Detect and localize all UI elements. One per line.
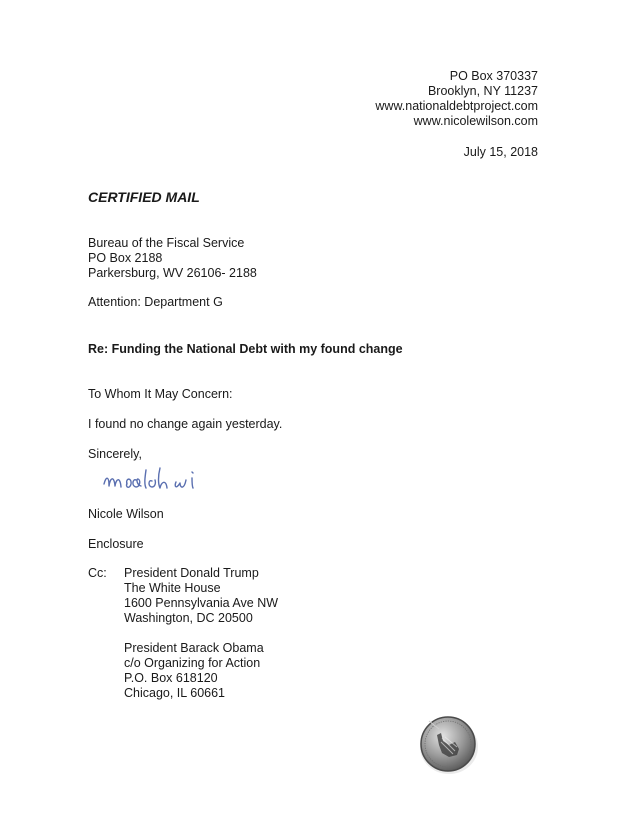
sender-website-national-debt: www.nationaldebtproject.com (375, 99, 538, 113)
cc-recipient-street: 1600 Pennsylvania Ave NW (124, 596, 279, 610)
dime-coin-image (415, 711, 481, 777)
cc-recipient-name: President Donald Trump (124, 566, 259, 580)
sender-po-box: PO Box 370337 (449, 69, 538, 83)
letter-body: I found no change again yesterday. (88, 417, 283, 431)
handwritten-signature (100, 462, 250, 496)
sender-city-state-zip: Brooklyn, NY 11237 (427, 84, 538, 98)
signer-name: Nicole Wilson (88, 507, 164, 521)
cc-recipient-city: Washington, DC 20500 (124, 611, 253, 625)
cc-recipient-trump (124, 566, 278, 626)
recipient-city-state-zip: Parkersburg, WV 26106- 2188 (88, 266, 257, 280)
recipient-address-block (88, 236, 257, 281)
cc-recipient-name: President Barack Obama (124, 641, 264, 655)
salutation: To Whom It May Concern: (88, 387, 233, 401)
cc-recipient-org: c/o Organizing for Action (124, 656, 261, 670)
recipient-name: Bureau of the Fiscal Service (88, 236, 245, 250)
attention-line: Attention: Department G (88, 295, 223, 309)
recipient-po-box: PO Box 2188 (88, 251, 163, 265)
sender-address-block (375, 69, 538, 129)
delivery-method-heading: CERTIFIED MAIL (88, 189, 200, 205)
cc-recipient-city: Chicago, IL 60661 (124, 686, 226, 700)
cc-recipient-obama (124, 641, 264, 701)
sender-website-personal: www.nicolewilson.com (413, 114, 538, 128)
enclosure-notation: Enclosure (88, 537, 144, 551)
cc-label: Cc: (88, 566, 107, 580)
closing: Sincerely, (88, 447, 142, 461)
cc-recipient-po-box: P.O. Box 618120 (124, 671, 218, 685)
subject-line: Re: Funding the National Debt with my found change (88, 342, 403, 356)
cc-recipient-org: The White House (124, 581, 221, 595)
letter-date: July 15, 2018 (463, 145, 538, 159)
